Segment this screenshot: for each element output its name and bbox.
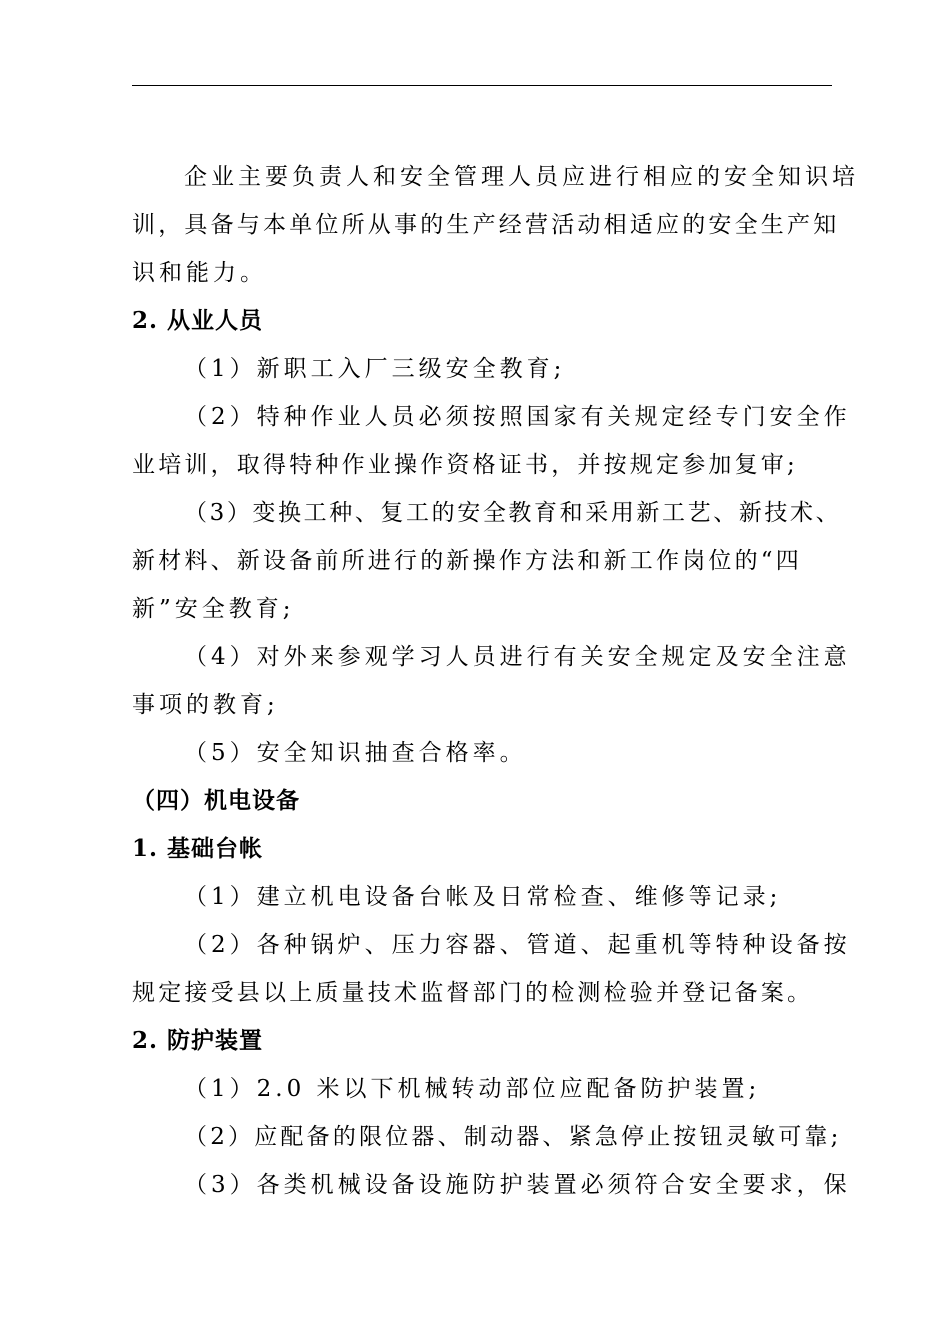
paragraph-line: 新”安全教育; [132, 596, 295, 622]
section-heading: 1. 基础台帐 [132, 835, 264, 862]
list-item: （4）对外来参观学习人员进行有关安全规定及安全注意 [184, 644, 851, 670]
section-heading: 2. 防护装置 [132, 1027, 264, 1054]
list-item: （1）2.0 米以下机械转动部位应配备防护装置; [184, 1076, 761, 1102]
paragraph-line: 企业主要负责人和安全管理人员应进行相应的安全知识培 [184, 164, 859, 190]
section-heading: （四）机电设备 [132, 787, 300, 814]
list-item: （3）变换工种、复工的安全教育和采用新工艺、新技术、 [184, 500, 842, 526]
paragraph-line: 训，具备与本单位所从事的生产经营活动相适应的安全生产知 [132, 212, 840, 238]
list-item: （2）特种作业人员必须按照国家有关规定经专门安全作 [184, 404, 851, 430]
paragraph-line: 业培训，取得特种作业操作资格证书，并按规定参加复审; [132, 452, 798, 478]
paragraph-line: 识和能力。 [132, 260, 267, 286]
list-item: （1）新职工入厂三级安全教育; [184, 356, 566, 382]
paragraph-line: 规定接受县以上质量技术监督部门的检测检验并登记备案。 [132, 980, 814, 1006]
paragraph-line: 新材料、新设备前所进行的新操作方法和新工作岗位的“四 [132, 548, 802, 574]
list-item: （5）安全知识抽查合格率。 [184, 740, 527, 766]
list-item: （3）各类机械设备设施防护装置必须符合安全要求，保 [184, 1172, 851, 1198]
list-item: （2）应配备的限位器、制动器、紧急停止按钮灵敏可靠; [184, 1124, 842, 1150]
list-item: （1）建立机电设备台帐及日常检查、维修等记录; [184, 884, 782, 910]
paragraph-line: 事项的教育; [132, 692, 279, 718]
section-heading: 2. 从业人员 [132, 307, 264, 334]
list-item: （2）各种锅炉、压力容器、管道、起重机等特种设备按 [184, 932, 851, 958]
document-body [132, 153, 859, 1209]
header-rule [132, 85, 832, 86]
